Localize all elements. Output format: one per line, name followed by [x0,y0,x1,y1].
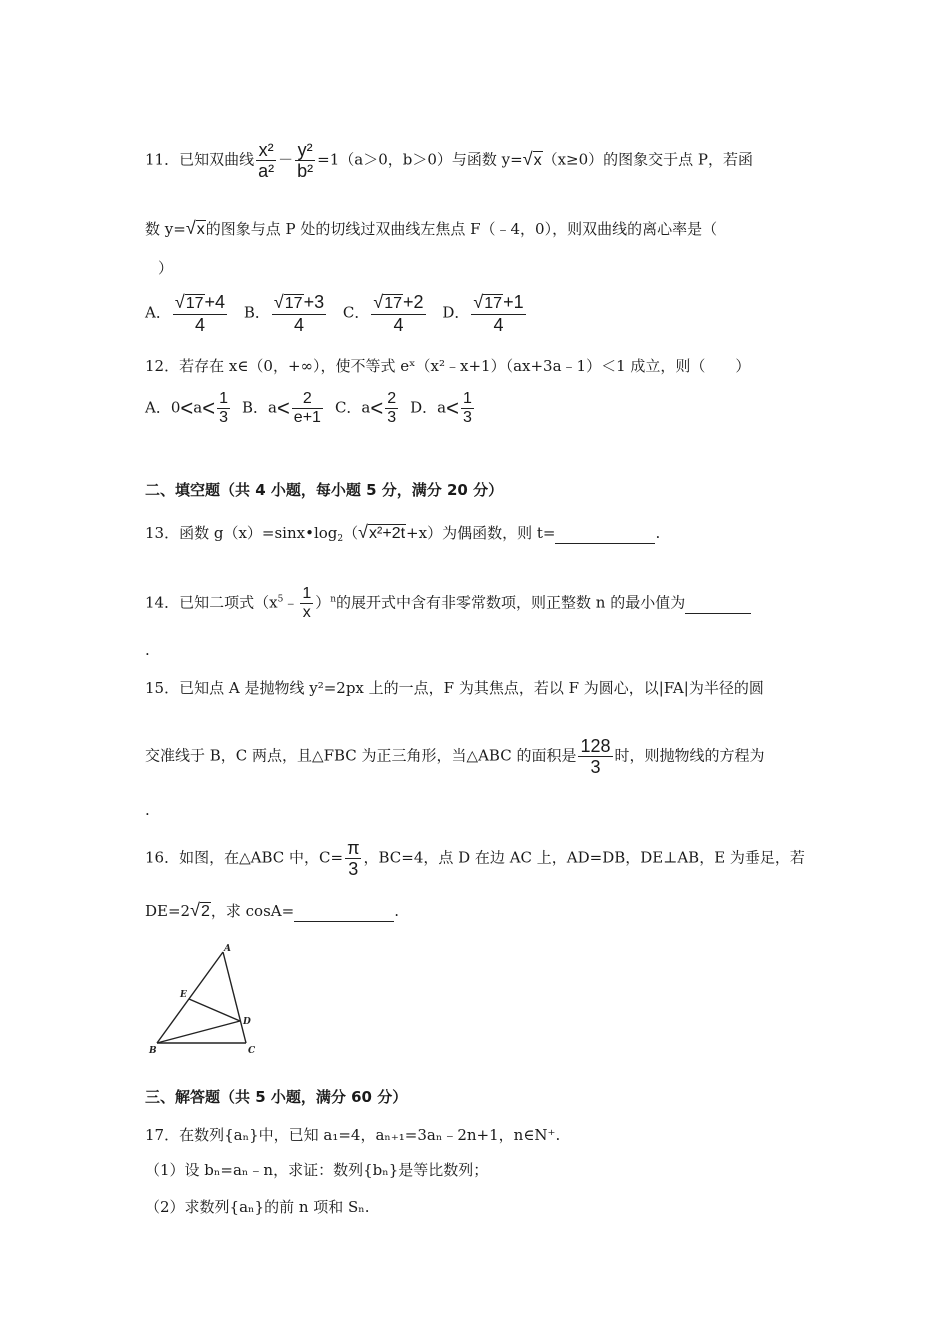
triangle-figure [145,940,265,1055]
option-c: C．a< $\frac{2}{3}$ [334,390,397,426]
answer-blank [294,901,394,922]
q17-line2: （1）设 bₙ=aₙ﹣n，求证：数列{bₙ}是等比数列； [145,1161,489,1179]
section-heading-fill-in: 二、填空题（共 4 小题，每小题 5 分，满分 20 分） [145,481,504,499]
q11-line1: 11．已知双曲线 $\frac{\text{x²}}{\text{a²}}$ － $\frac{\text{y²}}{\text{b²}}$ =1（a＞0，b＞0）与函数 y=√x（x≥0）的图象交于点 P，若函 [145,140,754,181]
sqrt-expression: √x²+2t [358,522,406,542]
q17-line1: 17．在数列{aₙ}中，已知 a₁=4，aₙ₊₁=3aₙ﹣2n+1，n∈N⁺. [145,1126,561,1144]
q16-line2: DE=2√2，求 cosA= . [145,900,399,920]
q11-options [145,292,538,335]
q14-end: . [145,641,150,659]
side-ac [223,952,246,1043]
label-e: E [180,990,187,1000]
option-d: D．a< $\frac{1}{3}$ [410,390,472,426]
sqrt-x: √x [522,148,542,169]
q12-options [145,390,486,427]
section-heading-answer: 三、解答题（共 5 小题，满分 60 分） [145,1088,408,1106]
q11-line2: 数 y=√x的图象与点 P 处的切线过双曲线左焦点 F（﹣4，0），则双曲线的离心率是（ [145,218,718,238]
pi-over-3: $\frac{\pi}{3}$ [347,838,360,879]
segment-de [189,999,240,1021]
fraction-128-3: $\frac{128}{3}$ [580,736,611,777]
label-a: A [224,944,231,954]
one-over-x: $\frac{1}{x}$ [302,585,312,621]
option-d: D． $\frac{√17+1}{4}$ [442,292,524,335]
q13: 13．函数 $g(x)=\sin x•\log_2(√x^2+2t+x)$为偶函数，则 t= . [145,522,661,544]
y2-over-b2: $\frac{\text{y²}}{\text{b²}}$ [297,140,314,181]
answer-blank [555,523,655,544]
q15-end: . [145,801,150,819]
answer-blank [685,593,751,614]
label-c: C [248,1046,256,1055]
option-a: A．0<a< $\frac{1}{3}$ [145,390,228,426]
option-c: C． $\frac{√17+2}{4}$ [342,292,424,335]
option-a: A． $\frac{√17+4}{4}$ [145,292,226,335]
label-b: B [149,1046,157,1055]
sqrt-2: √2 [190,900,210,920]
q12-stem: 12．若存在 x∈（0，+∞），使不等式 eˣ（x²﹣x+1）（ax+3a﹣1）＜1 成立，则（ ） [145,357,751,375]
q11-line3: ） [158,259,174,277]
q17-line3: （2）求数列{aₙ}的前 n 项和 Sₙ. [145,1198,370,1216]
q15-line2: 交准线于 B，C 两点，且△FBC 为正三角形，当△ABC 的面积是 $\frac{128}{3}$ 时，则抛物线的方程为 [145,736,765,777]
label-d: D [243,1017,251,1027]
sqrt-x: √x [185,218,205,238]
q15-line1: 15．已知点 A 是抛物线 y²=2px 上的一点，F 为其焦点，若以 F 为圆心，以|FA|为半径的圆 [145,679,764,697]
q16-line1: 16．如图，在△ABC 中，C= $\frac{\pi}{3}$ ，BC=4，点 D 在边 AC 上，AD=DB，DE⊥AB，E 为垂足，若 [145,838,805,879]
segment-bd [157,1021,240,1043]
q14: 14．已知二项式（$x^5﹣$ $\frac{1}{x}$ ）$^n$的展开式中含有非零常数项，则正整数 n 的最小值为 [145,585,751,622]
x2-over-a2: $\frac{\text{x²}}{\text{a²}}$ [258,140,275,181]
side-ba [157,952,223,1043]
option-b: B． $\frac{√17+3}{4}$ [243,292,325,335]
option-b: B．a< $\frac{2}{e+1}$ [241,390,321,426]
